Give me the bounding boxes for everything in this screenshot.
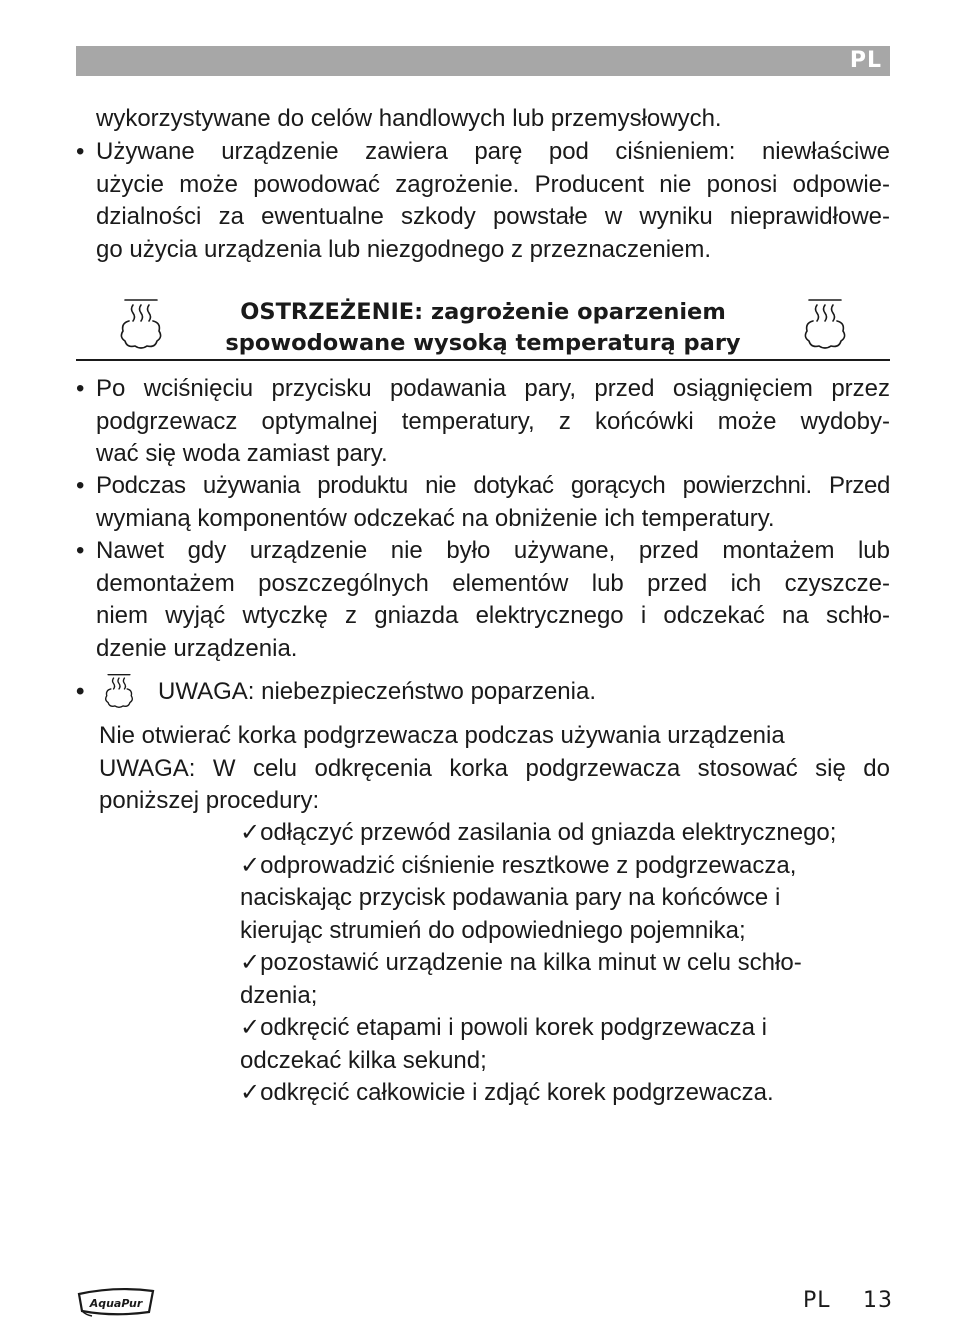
page-number: 13 (863, 1288, 893, 1313)
procedure-step (240, 1012, 900, 1077)
text-line: poniższej procedury: (99, 787, 320, 814)
procedure-step (240, 1077, 900, 1110)
procedure-step (240, 850, 900, 948)
text-line: ✓odkręcić etapami i powoli korek podgrzewacza i (240, 1014, 768, 1041)
bullet-marker: • (76, 375, 85, 402)
text-line: Podczas używania produktu nie dotykać gorących powierzchni. Przed (96, 472, 890, 499)
steam-hazard-icon (800, 297, 850, 351)
text-line: go użycia urządzenia lub niezgodnego z przeznaczeniem. (96, 235, 712, 263)
text-line: dzialności za ewentualne szkody powstałe w wyniku nieprawidłowe- (96, 203, 890, 230)
section-divider (76, 359, 890, 361)
logo-text: AquaPur (89, 1297, 143, 1310)
warning-title-line: OSTRZEŻENIE: zagrożenie oparzeniem (240, 299, 726, 325)
text-line: dzenia; (240, 981, 318, 1009)
footer-language-label: PL (803, 1288, 831, 1313)
intro-continuation: wykorzystywane do celów handlowych lub przemysłowych. (96, 105, 722, 132)
steam-hazard-icon (102, 672, 136, 710)
bullet-text (96, 373, 890, 471)
text-line: dzenie urządzenia. (96, 634, 298, 662)
text-line: użycie może powodować zagrożenie. Producent nie ponosi odpowie- (96, 170, 890, 198)
text-line: Po wciśnięciu przycisku podawania pary, przed osiągnięciem przez (96, 375, 890, 402)
text-line: kierując strumień do odpowiedniego pojemnika; (240, 916, 746, 944)
bullet-marker: • (76, 138, 85, 165)
text-line: wymianą komponentów odczekać na obniżenie ich temperatury. (96, 504, 775, 532)
procedure-step (240, 947, 900, 1012)
text-line: Nawet gdy urządzenie nie było używane, przed montażem lub (96, 537, 890, 564)
text-line: demontażem poszczególnych elementów lub przed ich czyszcze- (96, 569, 890, 597)
text-line: ✓odprowadzić ciśnienie resztkowe z podgrzewacza, (240, 851, 797, 879)
aquapur-logo (76, 1286, 156, 1318)
text-line: wać się woda zamiast pary. (96, 440, 388, 467)
caution-text (99, 720, 890, 818)
bullet-text (96, 535, 890, 665)
procedure-step (240, 817, 900, 850)
text-line: ✓pozostawić urządzenie na kilka minut w celu schło- (240, 949, 802, 976)
text-line: ✓odkręcić całkowicie i zdjąć korek podgrzewacza. (240, 1079, 774, 1106)
warning-title-line: spowodowane wysoką temperaturą pary (225, 330, 741, 356)
intro-bullet-text (96, 136, 890, 266)
text-line: ✓odłączyć przewód zasilania od gniazda elektrycznego; (240, 819, 837, 846)
text-line: Używane urządzenie zawiera parę pod ciśnieniem: niewłaściwe (96, 138, 890, 165)
steam-hazard-icon (116, 297, 166, 351)
bullet-marker: • (76, 472, 85, 499)
text-line: Nie otwierać korka podgrzewacza podczas używania urządzenia (99, 722, 785, 749)
bullet-marker: • (76, 678, 85, 705)
bullet-marker: • (76, 537, 85, 564)
text-line: naciskając przycisk podawania pary na końcówce i (240, 884, 781, 911)
text-line: UWAGA: W celu odkręcenia korka podgrzewacza stosować się do (99, 754, 890, 782)
header-language-label: PL (849, 48, 882, 73)
text-line: podgrzewacz optymalnej temperatury, z końcówki może wydoby- (96, 407, 890, 435)
bullet-text (96, 470, 890, 535)
text-line: niem wyjąć wtyczkę z gniazda elektrycznego i odczekać na schło- (96, 602, 890, 629)
procedure-steps (240, 817, 900, 1110)
text-line: odczekać kilka sekund; (240, 1046, 487, 1074)
warning-heading (176, 297, 790, 359)
header-bar (76, 46, 890, 76)
caution-label: UWAGA: niebezpieczeństwo poparzenia. (158, 678, 596, 705)
